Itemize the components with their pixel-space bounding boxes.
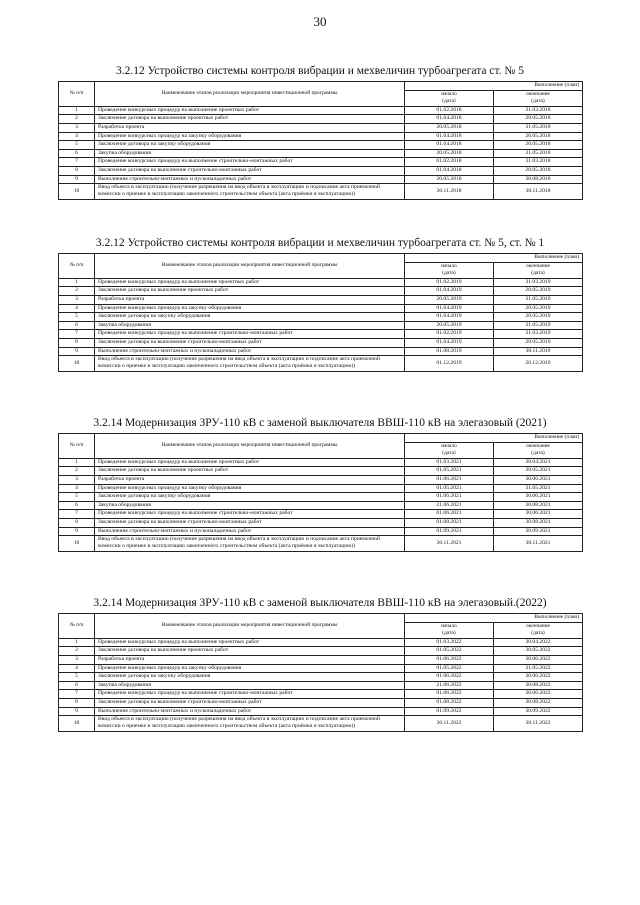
- section-vibration-2019: [58, 236, 582, 372]
- row-number: 10: [59, 356, 95, 372]
- table-row: [59, 313, 583, 322]
- header-row: [59, 434, 583, 443]
- table-row: [59, 115, 583, 124]
- stage-name: Закупка оборудования: [95, 149, 405, 158]
- section-title: 3.2.12 Устройство системы контроля вибрации и мехвеличин турбоагрегата ст. № 5: [115, 65, 524, 77]
- stage-name: Закупка оборудования: [95, 681, 405, 690]
- stage-name: Проведение конкурсных процедур на выполнение строительно-монтажных работ: [95, 510, 405, 519]
- header-end-date: (дата): [494, 270, 583, 278]
- row-number: 1: [59, 106, 95, 115]
- row-number: 1: [59, 638, 95, 647]
- row-number: 10: [59, 184, 95, 200]
- stage-name: Проведение конкурсных процедур на выполнение строительно-монтажных работ: [95, 690, 405, 699]
- row-number: 3: [59, 655, 95, 664]
- end-date: 30.06.2021: [494, 475, 583, 484]
- stage-name: Заключение договора на выполнение проектных работ: [95, 647, 405, 656]
- stage-name: Заключение договора на закупку оборудования: [95, 141, 405, 150]
- end-date: 31.03.2018: [494, 106, 583, 115]
- row-number: 2: [59, 287, 95, 296]
- table-row: [59, 518, 583, 527]
- row-number: 9: [59, 175, 95, 184]
- row-number: 2: [59, 467, 95, 476]
- start-date: 30.11.2022: [405, 716, 494, 732]
- stage-name: Ввод объекта в эксплуатацию (получение разрешения на ввод объекта в эксплуатацию и подписание акта приемочной комиссии о приемке в эксплуатацию законченного строительством объекта (акта приёмки в эксплуатацию)): [95, 536, 405, 552]
- stage-name: Заключение договора на закупку оборудования: [95, 673, 405, 682]
- table-row: [59, 123, 583, 132]
- header-end-date: (дата): [494, 630, 583, 638]
- table-row: [59, 166, 583, 175]
- table-row: [59, 321, 583, 330]
- row-number: 7: [59, 510, 95, 519]
- table-row: [59, 149, 583, 158]
- header-start-date: (дата): [405, 270, 494, 278]
- end-date: 31.05.2021: [494, 484, 583, 493]
- end-date: 31.05.2019: [494, 295, 583, 304]
- header-row: [59, 82, 583, 91]
- end-date: 30.08.2022: [494, 698, 583, 707]
- end-date: 30.05.2022: [494, 647, 583, 656]
- header-end: окончание: [494, 622, 583, 630]
- stage-name: Заключение договора на выполнение строительно-монтажных работ: [95, 166, 405, 175]
- section-title: 3.2.14 Модернизация ЗРУ-110 кВ с заменой выключателя ВВШ-110 кВ на элегазовый (2021): [93, 417, 547, 429]
- table-row: [59, 510, 583, 519]
- table-row: [59, 132, 583, 141]
- start-date: 30.11.2021: [405, 536, 494, 552]
- row-number: 4: [59, 132, 95, 141]
- section-title: 3.2.12 Устройство системы контроля вибрации и мехвеличин турбоагрегата ст. № 5, ст. № 1: [95, 237, 545, 249]
- stage-name: Разработка проекта: [95, 123, 405, 132]
- table-row: [59, 536, 583, 552]
- end-date: 30.06.2022: [494, 690, 583, 699]
- table-row: [59, 295, 583, 304]
- stage-name: Проведение конкурсных процедур на выполнение проектных работ: [95, 278, 405, 287]
- header-num: № п/п: [59, 434, 95, 459]
- row-number: 5: [59, 141, 95, 150]
- stage-name: Ввод объекта в эксплуатацию (получение разрешения на ввод объекта в эксплуатацию и подписание акта приемочной комиссии о приемке в эксплуатацию законченного строительством объекта (акта приёмки в эксплуатацию)): [95, 356, 405, 372]
- start-date: 01.06.2021: [405, 475, 494, 484]
- start-date: 01.04.2018: [405, 115, 494, 124]
- page-number: 30: [313, 14, 327, 29]
- section-vibration-2018: [58, 64, 582, 200]
- header-end: окончание: [494, 90, 583, 98]
- header-start-date: (дата): [405, 98, 494, 106]
- table-row: [59, 501, 583, 510]
- start-date: 01.03.2021: [405, 458, 494, 467]
- row-number: 1: [59, 278, 95, 287]
- row-number: 2: [59, 647, 95, 656]
- end-date: 31.03.2018: [494, 158, 583, 167]
- start-date: 01.04.2018: [405, 132, 494, 141]
- start-date: 01.04.2018: [405, 166, 494, 175]
- end-date: 30.06.2022: [494, 655, 583, 664]
- header-end-date: (дата): [494, 98, 583, 106]
- header-row: [59, 254, 583, 263]
- row-number: 1: [59, 458, 95, 467]
- end-date: 31.05.2019: [494, 321, 583, 330]
- row-number: 5: [59, 673, 95, 682]
- stage-name: Выполнение строительно-монтажных и пусконаладочных работ: [95, 527, 405, 536]
- schedule-table: [58, 433, 583, 552]
- row-number: 2: [59, 115, 95, 124]
- start-date: 01.06.2021: [405, 510, 494, 519]
- end-date: 20.05.2019: [494, 304, 583, 313]
- end-date: 20.05.2019: [494, 338, 583, 347]
- table-row: [59, 330, 583, 339]
- table-row: [59, 106, 583, 115]
- stage-name: Проведение конкурсных процедур на закупку оборудования: [95, 484, 405, 493]
- start-date: 01.02.2019: [405, 278, 494, 287]
- end-date: 30.11.2022: [494, 716, 583, 732]
- start-date: 01.05.2022: [405, 664, 494, 673]
- stage-name: Выполнение строительно-монтажных и пусконаладочных работ: [95, 707, 405, 716]
- header-execution: Выполнение (план): [405, 254, 583, 263]
- end-date: 30.08.2022: [494, 681, 583, 690]
- stage-name: Заключение договора на выполнение строительно-монтажных работ: [95, 698, 405, 707]
- row-number: 7: [59, 158, 95, 167]
- start-date: 01.09.2022: [405, 707, 494, 716]
- start-date: 20.05.2018: [405, 123, 494, 132]
- end-date: 31.03.2019: [494, 330, 583, 339]
- end-date: 30.06.2021: [494, 510, 583, 519]
- start-date: 01.08.2019: [405, 347, 494, 356]
- stage-name: Закупка оборудования: [95, 501, 405, 510]
- end-date: 30.06.2021: [494, 493, 583, 502]
- schedule-table: [58, 613, 583, 732]
- header-start: начало: [405, 622, 494, 630]
- end-date: 20.05.2018: [494, 115, 583, 124]
- stage-name: Закупка оборудования: [95, 321, 405, 330]
- header-execution: Выполнение (план): [405, 614, 583, 623]
- end-date: 30.11.2018: [494, 184, 583, 200]
- row-number: 6: [59, 321, 95, 330]
- row-number: 8: [59, 338, 95, 347]
- stage-name: Проведение конкурсных процедур на закупку оборудования: [95, 304, 405, 313]
- schedule-table: [58, 253, 583, 372]
- end-date: 30.08.2018: [494, 175, 583, 184]
- end-date: 30.08.2021: [494, 501, 583, 510]
- table-row: [59, 141, 583, 150]
- stage-name: Ввод объекта в эксплуатацию (получение разрешения на ввод объекта в эксплуатацию и подписание акта приемочной комиссии о приемке в эксплуатацию законченного строительством объекта (акта приёмки в эксплуатацию)): [95, 716, 405, 732]
- start-date: 01.05.2021: [405, 467, 494, 476]
- start-date: 20.05.2018: [405, 149, 494, 158]
- end-date: 30.09.2021: [494, 527, 583, 536]
- end-date: 31.05.2022: [494, 664, 583, 673]
- row-number: 3: [59, 123, 95, 132]
- end-date: 20.05.2018: [494, 166, 583, 175]
- table-row: [59, 638, 583, 647]
- row-number: 4: [59, 484, 95, 493]
- header-end: окончание: [494, 442, 583, 450]
- start-date: 01.06.2021: [405, 493, 494, 502]
- end-date: 30.11.2021: [494, 536, 583, 552]
- end-date: 30.11.2019: [494, 347, 583, 356]
- stage-name: Разработка проекта: [95, 295, 405, 304]
- table-row: [59, 647, 583, 656]
- row-number: 6: [59, 149, 95, 158]
- start-date: 01.02.2018: [405, 158, 494, 167]
- row-number: 4: [59, 664, 95, 673]
- stage-name: Проведение конкурсных процедур на выполнение проектных работ: [95, 458, 405, 467]
- end-date: 31.05.2018: [494, 123, 583, 132]
- row-number: 9: [59, 527, 95, 536]
- row-number: 3: [59, 475, 95, 484]
- row-number: 8: [59, 698, 95, 707]
- header-num: № п/п: [59, 614, 95, 639]
- header-start: начало: [405, 90, 494, 98]
- header-end: окончание: [494, 262, 583, 270]
- end-date: 30.09.2022: [494, 707, 583, 716]
- stage-name: Заключение договора на закупку оборудования: [95, 313, 405, 322]
- row-number: 5: [59, 493, 95, 502]
- table-row: [59, 304, 583, 313]
- row-number: 8: [59, 166, 95, 175]
- table-row: [59, 347, 583, 356]
- start-date: 20.05.2019: [405, 321, 494, 330]
- section-title: 3.2.14 Модернизация ЗРУ-110 кВ с заменой выключателя ВВШ-110 кВ на элегазовый.(2022): [93, 597, 547, 609]
- row-number: 10: [59, 716, 95, 732]
- start-date: 01.04.2019: [405, 304, 494, 313]
- header-start: начало: [405, 262, 494, 270]
- start-date: 01.03.2022: [405, 638, 494, 647]
- row-number: 6: [59, 681, 95, 690]
- start-date: 01.04.2019: [405, 287, 494, 296]
- end-date: 20.05.2018: [494, 141, 583, 150]
- header-end-date: (дата): [494, 450, 583, 458]
- start-date: 20.05.2018: [405, 175, 494, 184]
- stage-name: Выполнение строительно-монтажных и пусконаладочных работ: [95, 175, 405, 184]
- end-date: 31.03.2019: [494, 278, 583, 287]
- schedule-table: [58, 81, 583, 200]
- table-row: [59, 681, 583, 690]
- table-row: [59, 175, 583, 184]
- header-execution: Выполнение (план): [405, 434, 583, 443]
- row-number: 7: [59, 330, 95, 339]
- end-date: 30.04.2022: [494, 638, 583, 647]
- stage-name: Проведение конкурсных процедур на закупку оборудования: [95, 664, 405, 673]
- row-number: 10: [59, 536, 95, 552]
- table-row: [59, 287, 583, 296]
- table-row: [59, 664, 583, 673]
- table-row: [59, 158, 583, 167]
- stage-name: Проведение конкурсных процедур на закупку оборудования: [95, 132, 405, 141]
- start-date: 21.06.2022: [405, 681, 494, 690]
- header-start-date: (дата): [405, 450, 494, 458]
- table-row: [59, 356, 583, 372]
- start-date: 21.06.2021: [405, 501, 494, 510]
- start-date: 01.09.2021: [405, 527, 494, 536]
- table-row: [59, 698, 583, 707]
- start-date: 01.04.2019: [405, 313, 494, 322]
- start-date: 01.06.2022: [405, 655, 494, 664]
- end-date: 20.12.2019: [494, 356, 583, 372]
- stage-name: Проведение конкурсных процедур на выполнение строительно-монтажных работ: [95, 330, 405, 339]
- row-number: 5: [59, 313, 95, 322]
- header-start-date: (дата): [405, 630, 494, 638]
- stage-name: Заключение договора на выполнение проектных работ: [95, 287, 405, 296]
- header-row: [59, 614, 583, 623]
- start-date: 01.12.2019: [405, 356, 494, 372]
- stage-name: Заключение договора на выполнение строительно-монтажных работ: [95, 518, 405, 527]
- stage-name: Заключение договора на выполнение строительно-монтажных работ: [95, 338, 405, 347]
- header-execution: Выполнение (план): [405, 82, 583, 91]
- header-name: Наименование этапов реализации мероприятия инвестиционной программы: [95, 254, 405, 279]
- start-date: 01.05.2021: [405, 484, 494, 493]
- end-date: 30.04.2021: [494, 458, 583, 467]
- header-name: Наименование этапов реализации мероприятия инвестиционной программы: [95, 434, 405, 459]
- table-row: [59, 278, 583, 287]
- stage-name: Проведение конкурсных процедур на выполнение проектных работ: [95, 638, 405, 647]
- row-number: 3: [59, 295, 95, 304]
- row-number: 9: [59, 707, 95, 716]
- header-num: № п/п: [59, 254, 95, 279]
- end-date: 20.05.2019: [494, 313, 583, 322]
- table-row: [59, 484, 583, 493]
- header-num: № п/п: [59, 82, 95, 107]
- stage-name: Ввод объекта в эксплуатацию (получение разрешения на ввод объекта в эксплуатацию и подписание акта приемочной комиссии о приемке в эксплуатацию законченного строительством объекта (акта приёмки в эксплуатацию)): [95, 184, 405, 200]
- start-date: 01.02.2019: [405, 330, 494, 339]
- end-date: 30.06.2022: [494, 673, 583, 682]
- start-date: 01.04.2019: [405, 338, 494, 347]
- table-row: [59, 655, 583, 664]
- start-date: 01.05.2022: [405, 647, 494, 656]
- end-date: 20.05.2019: [494, 287, 583, 296]
- table-row: [59, 690, 583, 699]
- table-row: [59, 475, 583, 484]
- row-number: 4: [59, 304, 95, 313]
- stage-name: Заключение договора на выполнение проектных работ: [95, 115, 405, 124]
- table-row: [59, 467, 583, 476]
- stage-name: Выполнение строительно-монтажных и пусконаладочных работ: [95, 347, 405, 356]
- end-date: 20.05.2018: [494, 132, 583, 141]
- table-row: [59, 527, 583, 536]
- header-start: начало: [405, 442, 494, 450]
- stage-name: Проведение конкурсных процедур на выполнение проектных работ: [95, 106, 405, 115]
- start-date: 01.04.2018: [405, 141, 494, 150]
- section-zru-2021: [58, 416, 582, 552]
- start-date: 01.06.2022: [405, 673, 494, 682]
- stage-name: Заключение договора на выполнение проектных работ: [95, 467, 405, 476]
- stage-name: Проведение конкурсных процедур на выполнение строительно-монтажных работ: [95, 158, 405, 167]
- table-row: [59, 673, 583, 682]
- start-date: 30.11.2018: [405, 184, 494, 200]
- row-number: 7: [59, 690, 95, 699]
- end-date: 30.05.2021: [494, 467, 583, 476]
- table-row: [59, 338, 583, 347]
- start-date: 01.06.2022: [405, 690, 494, 699]
- row-number: 9: [59, 347, 95, 356]
- stage-name: Разработка проекта: [95, 655, 405, 664]
- table-row: [59, 458, 583, 467]
- header-name: Наименование этапов реализации мероприятия инвестиционной программы: [95, 82, 405, 107]
- end-date: 31.05.2018: [494, 149, 583, 158]
- end-date: 30.08.2021: [494, 518, 583, 527]
- start-date: 01.02.2018: [405, 106, 494, 115]
- stage-name: Разработка проекта: [95, 475, 405, 484]
- section-zru-2022: [58, 596, 582, 732]
- table-row: [59, 184, 583, 200]
- start-date: 01.08.2021: [405, 518, 494, 527]
- row-number: 8: [59, 518, 95, 527]
- stage-name: Заключение договора на закупку оборудования: [95, 493, 405, 502]
- header-name: Наименование этапов реализации мероприятия инвестиционной программы: [95, 614, 405, 639]
- table-row: [59, 716, 583, 732]
- start-date: 20.05.2019: [405, 295, 494, 304]
- start-date: 01.08.2022: [405, 698, 494, 707]
- table-row: [59, 493, 583, 502]
- row-number: 6: [59, 501, 95, 510]
- table-row: [59, 707, 583, 716]
